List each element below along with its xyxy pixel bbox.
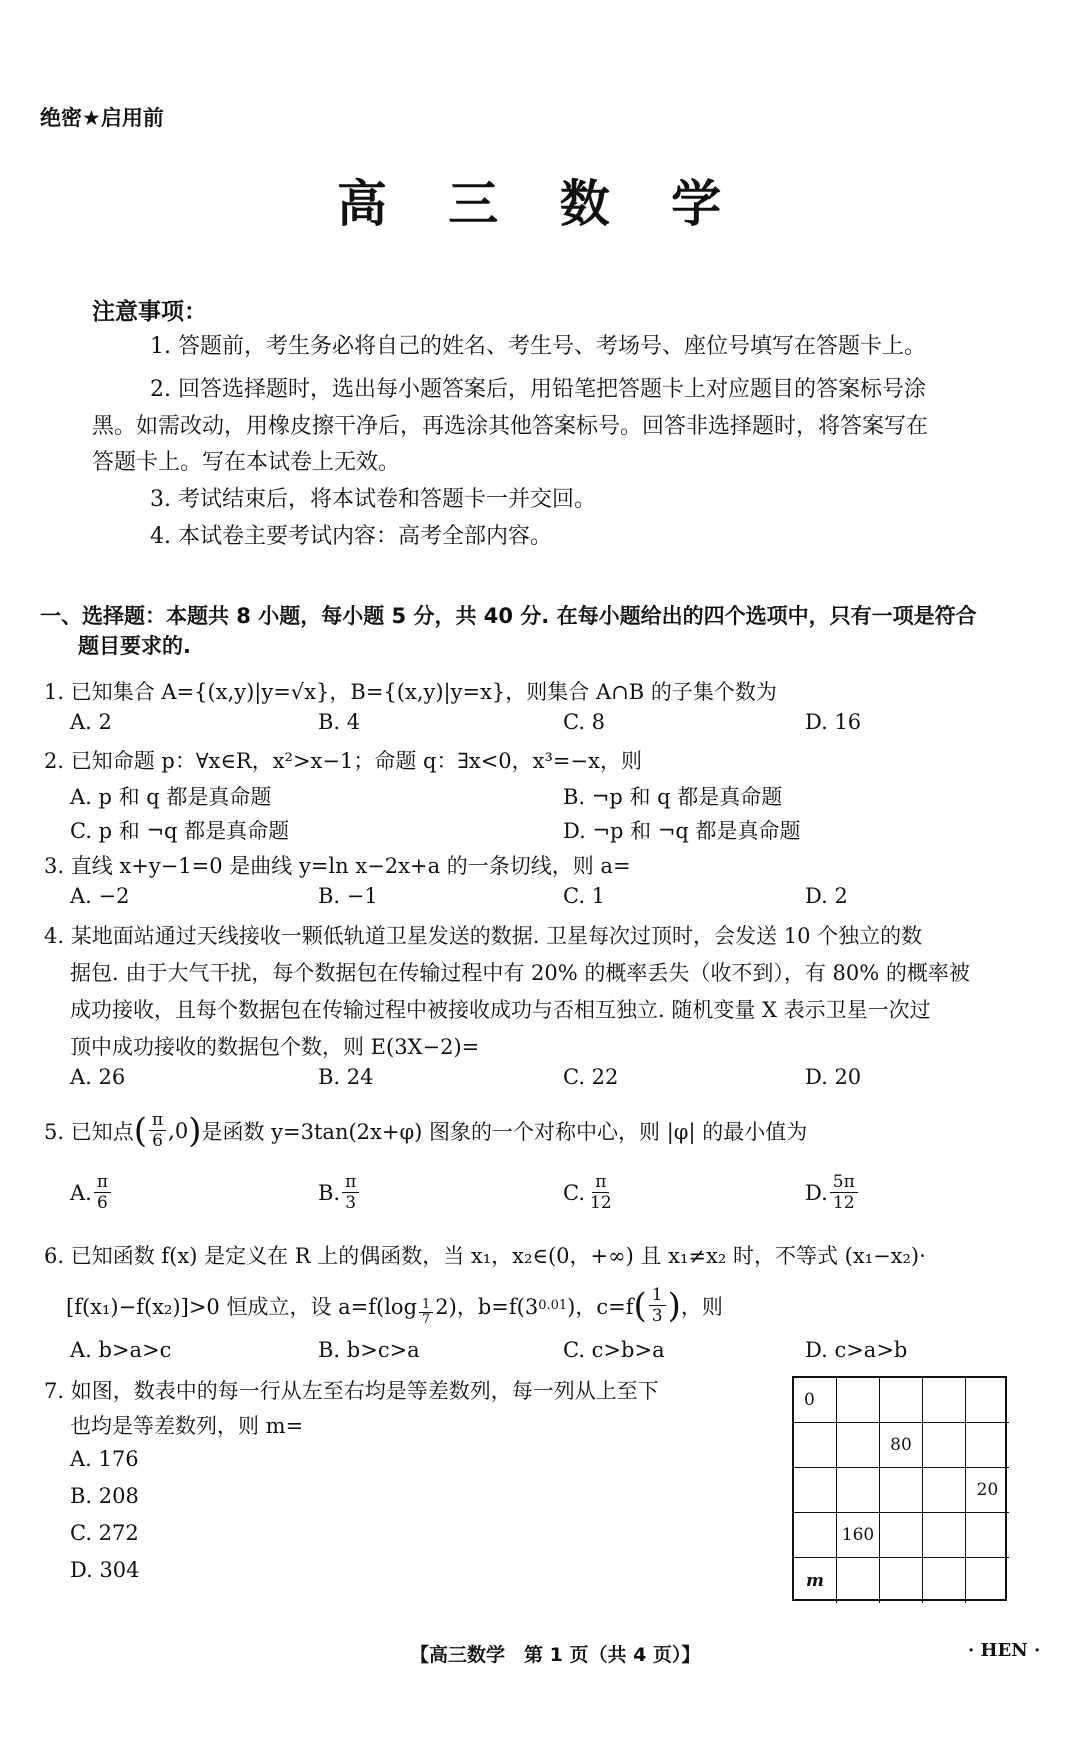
question-1-stem: 1. 已知集合 A={(x,y)|y=√x}，B={(x,y)|y=x}，则集合 A∩B 的子集个数为 — [44, 680, 777, 704]
grid-cell — [923, 1558, 966, 1603]
question-2-stem: 2. 已知命题 p：∀x∈R，x²>x−1；命题 q：∃x<0，x³=−x，则 — [44, 749, 642, 773]
notice-item-4: 4. 本试卷主要考试内容：高考全部内容。 — [150, 524, 552, 549]
grid-cell — [923, 1513, 966, 1558]
question-1-option-c: C. 8 — [563, 710, 606, 734]
page-footer: 【高三数学 第 1 页（共 4 页）】 — [410, 1644, 701, 1666]
notice-item-2: 2. 回答选择题时，选出每小题答案后，用铅笔把答题卡上对应题目的答案标号涂 — [150, 377, 926, 402]
grid-cell-r1c2: 80 — [880, 1423, 923, 1468]
fraction-numerator: π — [149, 1110, 166, 1131]
question-7-option-b: B. 208 — [70, 1484, 139, 1508]
question-2-option-c: C. p 和 ¬q 都是真命题 — [70, 819, 290, 843]
grid-cell-r3c1: 160 — [837, 1513, 880, 1558]
question-6-option-c: C. c>b>a — [563, 1338, 665, 1362]
grid-cell — [923, 1468, 966, 1513]
question-4-line-4: 顶中成功接收的数据包个数，则 E(3X−2)= — [70, 1035, 480, 1059]
question-1-option-b: B. 4 — [318, 710, 361, 734]
question-5-point-rest: ,0 — [168, 1118, 189, 1143]
grid-cell — [880, 1513, 923, 1558]
question-5-option-a: A. $\frac{\pi}{6}$ — [70, 1172, 113, 1213]
question-6-line-1: 6. 已知函数 f(x) 是定义在 R 上的偶函数，当 x₁，x₂∈(0，+∞) 且 x₁≠x₂ 时，不等式 (x₁−x₂)· — [44, 1244, 926, 1268]
notice-item-3: 3. 考试结束后，将本试卷和答题卡一并交回。 — [150, 487, 596, 512]
question-7-line-1: 7. 如图，数表中的每一行从左至右均是等差数列，每一列从上至下 — [44, 1379, 659, 1403]
grid-cell — [794, 1468, 837, 1513]
fraction-denominator: 6 — [152, 1131, 163, 1151]
question-3-option-c: C. 1 — [563, 884, 606, 908]
notice-heading: 注意事项： — [92, 299, 207, 325]
grid-cell-r0c0: 0 — [794, 1378, 837, 1423]
grid-cell — [837, 1468, 880, 1513]
question-3-option-b: B. −1 — [318, 884, 378, 908]
question-5-option-d: D. $\frac{5\pi}{12}$ — [805, 1172, 860, 1213]
grid-cell — [966, 1513, 1009, 1558]
section-heading-cont: 题目要求的. — [78, 634, 191, 658]
grid-cell — [966, 1423, 1009, 1468]
question-6-option-a: A. b>a>c — [70, 1338, 172, 1362]
question-5-option-c: C. $\frac{\pi}{12}$ — [563, 1172, 612, 1213]
question-2-option-d: D. ¬p 和 ¬q 都是真命题 — [563, 819, 801, 843]
question-6-line-2: [f(x₁)−f(x₂)]>0 恒成立，设 a=f(log $\frac{1}{7}$ 2)，b=f(3 0.01 )，c=f ( $\frac{1}{3}$ ) ，则 — [66, 1285, 723, 1327]
question-7-option-d: D. 304 — [70, 1558, 140, 1582]
notice-item-1: 1. 答题前，考生务必将自己的姓名、考生号、考场号、座位号填写在答题卡上。 — [150, 334, 926, 359]
question-5-post: 是函数 y=3tan(2x+φ) 图象的一个对称中心，则 |φ| 的最小值为 — [201, 1119, 808, 1144]
question-2-option-b: B. ¬p 和 q 都是真命题 — [563, 785, 783, 809]
question-7-line-2: 也均是等差数列，则 m= — [70, 1414, 304, 1438]
grid-cell — [923, 1378, 966, 1423]
question-4-line-2: 据包. 由于大气干扰，每个数据包在传输过程中有 20% 的概率丢失（收不到），有 80% 的概率被 — [70, 961, 970, 985]
question-5-option-b: B. $\frac{\pi}{3}$ — [318, 1172, 361, 1213]
question-4-line-3: 成功接收，且每个数据包在传输过程中被接收成功与否相互独立. 随机变量 X 表示卫星一次过 — [70, 998, 931, 1022]
notice-item-2-cont: 黑。如需改动，用橡皮擦干净后，再选涂其他答案标号。回答非选择题时，将答案写在 — [92, 414, 929, 439]
question-3-stem: 3. 直线 x+y−1=0 是曲线 y=ln x−2x+a 的一条切线，则 a= — [44, 854, 631, 878]
question-4-option-a: A. 26 — [70, 1065, 126, 1089]
question-3-option-a: A. −2 — [70, 884, 130, 908]
question-2-option-a: A. p 和 q 都是真命题 — [70, 785, 272, 809]
number-grid-table — [792, 1376, 1007, 1601]
grid-cell-r2c4: 20 — [966, 1468, 1009, 1513]
grid-cell — [837, 1558, 880, 1603]
grid-cell — [923, 1423, 966, 1468]
notice-item-2-cont2: 答题卡上。写在本试卷上无效。 — [92, 450, 401, 475]
grid-cell — [966, 1378, 1009, 1423]
grid-cell — [794, 1423, 837, 1468]
question-5-stem: 5. 已知点 ( $\frac{\pi}{6}$ ,0 ) 是函数 y=3tan(2x+φ) 图象的一个对称中心，则 |φ| 的最小值为 — [44, 1110, 808, 1151]
question-4-option-d: D. 20 — [805, 1065, 862, 1089]
question-4-line-1: 4. 某地面站通过天线接收一颗低轨道卫星发送的数据. 卫星每次过顶时，会发送 10 个独立的数 — [44, 924, 923, 948]
question-5-point-fraction — [149, 1110, 166, 1151]
grid-cell — [880, 1558, 923, 1603]
grid-cell — [880, 1468, 923, 1513]
question-1-option-d: D. 16 — [805, 710, 862, 734]
question-7-option-a: A. 176 — [70, 1447, 139, 1471]
question-6-option-b: B. b>c>a — [318, 1338, 420, 1362]
grid-cell-r4c0: m — [794, 1558, 837, 1603]
question-1-option-a: A. 2 — [70, 710, 112, 734]
section-heading: 一、选择题：本题共 8 小题，每小题 5 分，共 40 分. 在每小题给出的四个选项中，只有一项是符合 — [40, 604, 977, 628]
grid-cell — [794, 1513, 837, 1558]
question-6-option-d: D. c>a>b — [805, 1338, 908, 1362]
grid-cell — [837, 1423, 880, 1468]
question-7-option-c: C. 272 — [70, 1521, 139, 1545]
grid-cell — [837, 1378, 880, 1423]
grid-cell — [966, 1558, 1009, 1603]
page-title: 高 三 数 学 — [336, 175, 744, 233]
footer-code: · HEN · — [968, 1640, 1041, 1661]
question-5-pre: 5. 已知点 — [44, 1119, 134, 1144]
confidential-label: 绝密★启用前 — [40, 106, 164, 130]
question-4-option-b: B. 24 — [318, 1065, 374, 1089]
question-4-option-c: C. 22 — [563, 1065, 619, 1089]
question-3-option-d: D. 2 — [805, 884, 848, 908]
grid-cell — [880, 1378, 923, 1423]
